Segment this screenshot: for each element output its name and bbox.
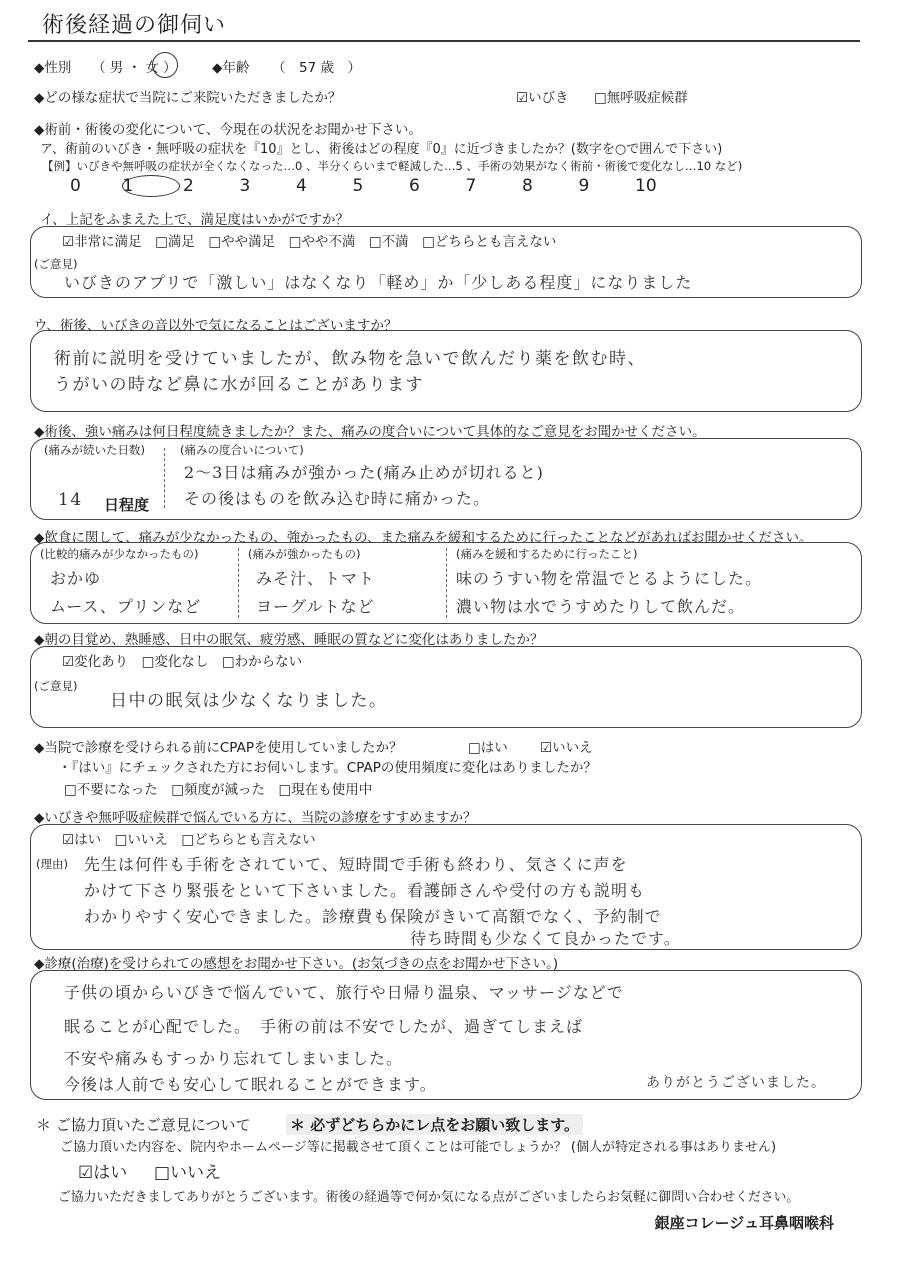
scale-3[interactable]: 3 (239, 176, 251, 196)
satisfaction-opinion: いびきのアプリで「激しい」はなくなり「軽め」か「少しある程度」になりました (64, 273, 693, 292)
scale-8[interactable]: 8 (522, 176, 533, 196)
recommend-reason-4: 待ち時間も少なくて良かったです。 (410, 929, 681, 948)
age-value: （ 57 歳 ） (272, 60, 361, 76)
scale-1-circle: 1 (122, 175, 181, 197)
pain-days-label: (痛みが続いた日数) (44, 443, 145, 457)
impression-line-4: 今後は人前でも安心して眠れることができます。 (64, 1075, 437, 1094)
other-answer-1: 術前に説明を受けていましたが、飲み物を急いで飲んだり薬を飲む時、 (54, 349, 646, 369)
symptom-question: ◆どの様な症状で当院にご来院いただきましたか？ (34, 90, 342, 106)
sleep-question: ◆朝の目覚め、熟睡感、日中の眠気、疲労感、睡眠の質などに変化はありましたか？ (34, 632, 544, 648)
impression-line-3: 不安や痛みもすっかり忘れてしまいました。 (64, 1049, 404, 1068)
recommend-reason-label: (理由) (36, 857, 68, 871)
sleep-opinion: 日中の眠気は少なくなりました。 (110, 691, 388, 711)
pain-degree-label: (痛みの度合いについて) (180, 443, 304, 457)
sleep-options[interactable]: ☑変化あり □変化なし □わからない (62, 654, 303, 670)
consent-no[interactable]: □いいえ (154, 1163, 222, 1183)
food-col2-a: みそ汁、トマト (256, 569, 376, 588)
consent-heading: ＊ ご協力頂いたご意見について (36, 1116, 251, 1134)
cpap-sub-options[interactable]: □不要になった □頻度が減った □現在も使用中 (64, 782, 373, 798)
impression-line-2: 眠ることが心配でした。 手術の前は不安でしたが、過ぎてしまえば (64, 1017, 584, 1036)
page-title: 術後経過の御伺い (42, 13, 227, 38)
other-question: ウ、術後、いびきの音以外で気になることはございますか？ (34, 318, 398, 334)
satisfaction-options[interactable]: ☑非常に満足 □満足 □やや満足 □やや不満 □不満 □どちらとも言えない (62, 234, 557, 250)
pain-degree-1: 2〜3日は痛みが強かった(痛み止めが切れると) (184, 463, 544, 482)
satisfaction-opinion-label: (ご意見) (34, 257, 78, 271)
cpap-question: ◆当院で診療を受けられる前にCPAPを使用していましたか？ (34, 740, 403, 756)
food-question: ◆飲食に関して、痛みが少なかったもの、強かったもの、また痛みを緩和するために行ったことなどがあればお聞かせください。 (34, 530, 813, 546)
scale-6[interactable]: 6 (409, 176, 420, 196)
scale-5[interactable]: 5 (352, 176, 364, 196)
food-col1-a: おかゆ (50, 569, 102, 588)
food-col1-b: ムース、プリンなど (50, 597, 202, 616)
title-rule (28, 40, 860, 42)
clinic-name: 銀座コレージュ耳鼻咽喉科 (654, 1214, 834, 1232)
change-example: 【例】いびきや無呼吸の症状が全くなくなった…0 、半分くらいまで軽減した…5 、手術の効果がなく術前・術後で変化なし…10 など) (42, 159, 743, 173)
symptom-opt-apnea[interactable]: □無呼吸症候群 (594, 90, 688, 106)
impression-question: ◆診療(治療)を受けられての感想をお聞かせ下さい。(お気づきの点をお聞かせ下さい。) (34, 956, 559, 972)
satisfaction-question: イ、上記をふまえた上で、満足度はいかがですか？ (40, 212, 350, 228)
symptom-opt-snoring[interactable]: ☑いびき (516, 90, 569, 106)
food-col3-b: 濃い物は水でうすめたりして飲んだ。 (456, 597, 746, 616)
cpap-yes[interactable]: □はい (468, 740, 508, 756)
pain-question: ◆術後、強い痛みは何日程度続きましたか？また、痛みの度合いについて具体的なご意見をお聞かせください。 (34, 424, 706, 440)
recommend-options[interactable]: ☑はい □いいえ □どちらとも言えない (62, 832, 316, 848)
change-scale (70, 175, 692, 197)
recommend-question: ◆いびきや無呼吸症候群で悩んでいる方に、当院の診療をすすめますか？ (34, 810, 477, 826)
food-col3-a: 味のうすい物を常温でとるようにした。 (456, 569, 763, 588)
scale-0[interactable]: 0 (70, 176, 81, 196)
pain-degree-2: その後はものを飲み込む時に痛かった。 (184, 489, 491, 508)
sex-value: （ 男 ・ 女 ） (92, 60, 177, 76)
consent-thanks: ご協力いただきましてありがとうございます。術後の経過等で何か気になる点がございましたらお気軽に御問い合わせください。 (58, 1190, 800, 1205)
food-col1-label: (比較的痛みが少なかったもの) (40, 547, 199, 561)
recommend-reason-3: わかりやすく安心できました。診療費も保険がきいて高額でなく、予約制で (84, 907, 662, 926)
food-col3-label: (痛みを緩和するために行ったこと) (456, 547, 638, 561)
scale-9[interactable]: 9 (578, 176, 590, 196)
food-divider-2 (446, 548, 447, 618)
impression-line-5: ありがとうございました。 (646, 1075, 826, 1091)
cpap-sub-question: ・『はい』にチェックされた方にお伺いします。CPAPの使用頻度に変化はありましたか？ (58, 760, 597, 776)
scale-2[interactable]: 2 (183, 176, 194, 196)
scale-1[interactable] (122, 175, 184, 197)
pain-days-unit: 日程度 (104, 496, 150, 514)
consent-instruction: ＊ 必ずどちらかにレ点をお願い致します。 (286, 1114, 583, 1135)
scale-4[interactable]: 4 (296, 176, 307, 196)
recommend-reason-1: 先生は何件も手術をされていて、短時間で手術も終わり、気さくに声を (84, 855, 628, 874)
cpap-no[interactable]: ☑いいえ (540, 740, 593, 756)
change-sub-a: ア、術前のいびき・無呼吸の症状を『10』とし、術後はどの程度『0』に近づきましたか？(数字を○で囲んで下さい) (40, 142, 723, 157)
sex-label: ◆性別 (34, 60, 72, 76)
impression-line-1: 子供の頃からいびきで悩んでいて、旅行や日帰り温泉、マッサージなどで (64, 983, 624, 1002)
recommend-reason-2: かけて下さり緊張をといて下さいました。看護師さんや受付の方も説明も (84, 881, 646, 900)
consent-yes[interactable]: ☑はい (78, 1163, 128, 1183)
pain-days-value: 14 (58, 490, 83, 510)
food-col2-label: (痛みが強かったもの) (248, 547, 361, 561)
other-answer-2: うがいの時など鼻に水が回ることがあります (54, 375, 424, 395)
pain-divider (164, 448, 165, 508)
scale-10[interactable]: 10 (635, 176, 657, 196)
female-circle-mark (152, 52, 178, 78)
consent-question: ご協力頂いた内容を、院内やホームページ等に掲載させて頂くことは可能でしょうか？ (個人が特定される事はありません) (60, 1140, 777, 1155)
age-label: ◆年齢 (212, 60, 250, 76)
food-col2-b: ヨーグルトなど (256, 597, 375, 616)
food-divider-1 (238, 548, 239, 618)
scale-7[interactable]: 7 (465, 176, 477, 196)
sleep-opinion-label: (ご意見) (34, 679, 78, 693)
change-question: ◆術前・術後の変化について、今現在の状況をお聞かせ下さい。 (34, 122, 422, 138)
